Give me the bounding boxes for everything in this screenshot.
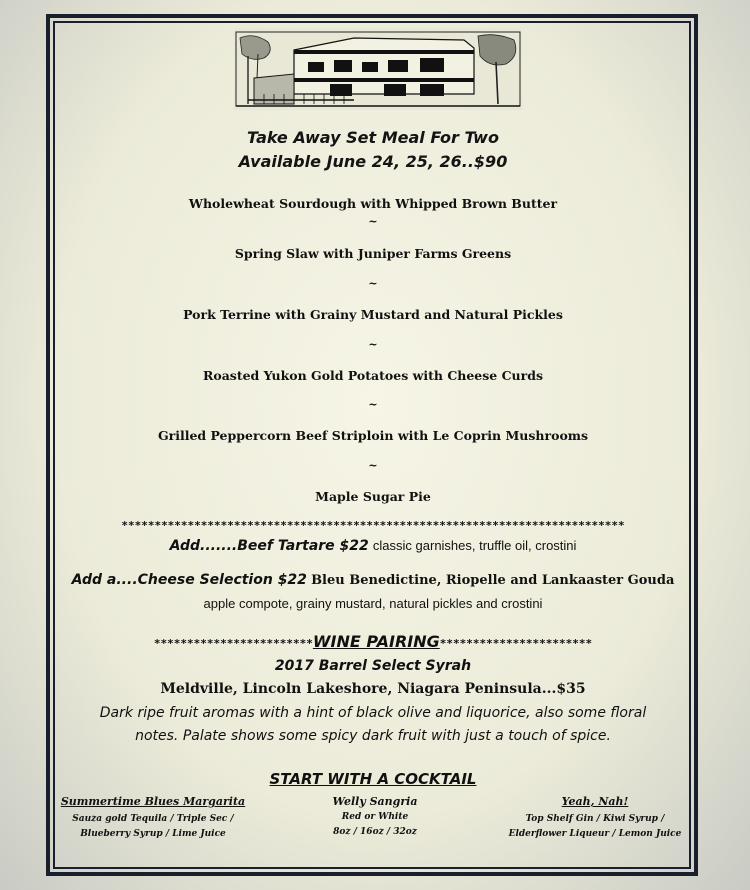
cocktail-ingredients: Red or White bbox=[341, 812, 409, 822]
menu-title: Take Away Set Meal For Two bbox=[247, 128, 499, 147]
wine-name: 2017 Barrel Select Syrah bbox=[274, 658, 472, 674]
addon-cheese-desc: Bleu Benedictine, Riopelle and Lankaaster Gouda bbox=[311, 573, 675, 588]
wine-heading-row bbox=[56, 632, 690, 651]
cocktail-name: Summertime Blues Margarita bbox=[60, 795, 246, 808]
wine-desc-line2: notes. Palate shows some spicy dark fruit with just a touch of spice. bbox=[135, 728, 611, 744]
wine-origin: Meldville, Lincoln Lakeshore, Niagara Peninsula...$35 bbox=[160, 681, 586, 697]
wine-heading: WINE PAIRING bbox=[312, 632, 440, 651]
wine-stars-left: ************************ bbox=[153, 637, 313, 650]
course-separator: ~ bbox=[368, 338, 378, 351]
course-separator: ~ bbox=[368, 277, 378, 290]
building-sketch-image bbox=[234, 28, 522, 110]
cocktail-name: Welly Sangria bbox=[332, 795, 418, 808]
course-separator: ~ bbox=[368, 459, 378, 472]
cocktail-item-yeah-nah bbox=[500, 795, 690, 842]
addon-tartare bbox=[56, 538, 690, 554]
course-item: Wholewheat Sourdough with Whipped Brown Butter bbox=[188, 196, 558, 211]
wine-desc-line1: Dark ripe fruit aromas with a hint of black olive and liquorice, also some floral bbox=[99, 705, 647, 721]
course-separator: ~ bbox=[368, 398, 378, 411]
cocktail-ingredients: Blueberry Syrup / Lime Juice bbox=[80, 829, 226, 839]
addon-cheese-lead: Add a....Cheese Selection $22 bbox=[71, 572, 307, 588]
course-item: Maple Sugar Pie bbox=[315, 489, 431, 504]
course-item: Pork Terrine with Grainy Mustard and Natural Pickles bbox=[183, 307, 563, 322]
menu-availability: Available June 24, 25, 26..$90 bbox=[238, 152, 508, 171]
course-item: Grilled Peppercorn Beef Striploin with Le Coprin Mushrooms bbox=[157, 428, 589, 443]
addon-tartare-lead: Add.......Beef Tartare $22 bbox=[169, 538, 369, 554]
course-separator: ~ bbox=[368, 215, 378, 228]
cocktail-name: Yeah, Nah! bbox=[561, 795, 629, 808]
star-divider: **************************************************************************** bbox=[121, 519, 625, 532]
addon-cheese-desc2: apple compote, grainy mustard, natural pickles and crostini bbox=[203, 596, 543, 611]
course-item: Spring Slaw with Juniper Farms Greens bbox=[234, 246, 512, 261]
cocktail-ingredients: Top Shelf Gin / Kiwi Syrup / bbox=[525, 814, 665, 824]
cocktail-heading: START WITH A COCKTAIL bbox=[269, 770, 477, 788]
addon-tartare-desc: classic garnishes, truffle oil, crostini bbox=[372, 538, 577, 553]
cocktail-ingredients: 8oz / 16oz / 32oz bbox=[333, 827, 417, 837]
cocktail-item-sangria bbox=[300, 795, 450, 840]
wine-stars-right: *********************** bbox=[439, 637, 593, 650]
addon-cheese bbox=[56, 572, 690, 588]
cocktail-ingredients: Sauza gold Tequila / Triple Sec / bbox=[72, 814, 234, 824]
cocktail-ingredients: Elderflower Liqueur / Lemon Juice bbox=[508, 829, 682, 839]
course-item: Roasted Yukon Gold Potatoes with Cheese Curds bbox=[202, 368, 544, 383]
cocktail-item-margarita bbox=[58, 795, 248, 842]
